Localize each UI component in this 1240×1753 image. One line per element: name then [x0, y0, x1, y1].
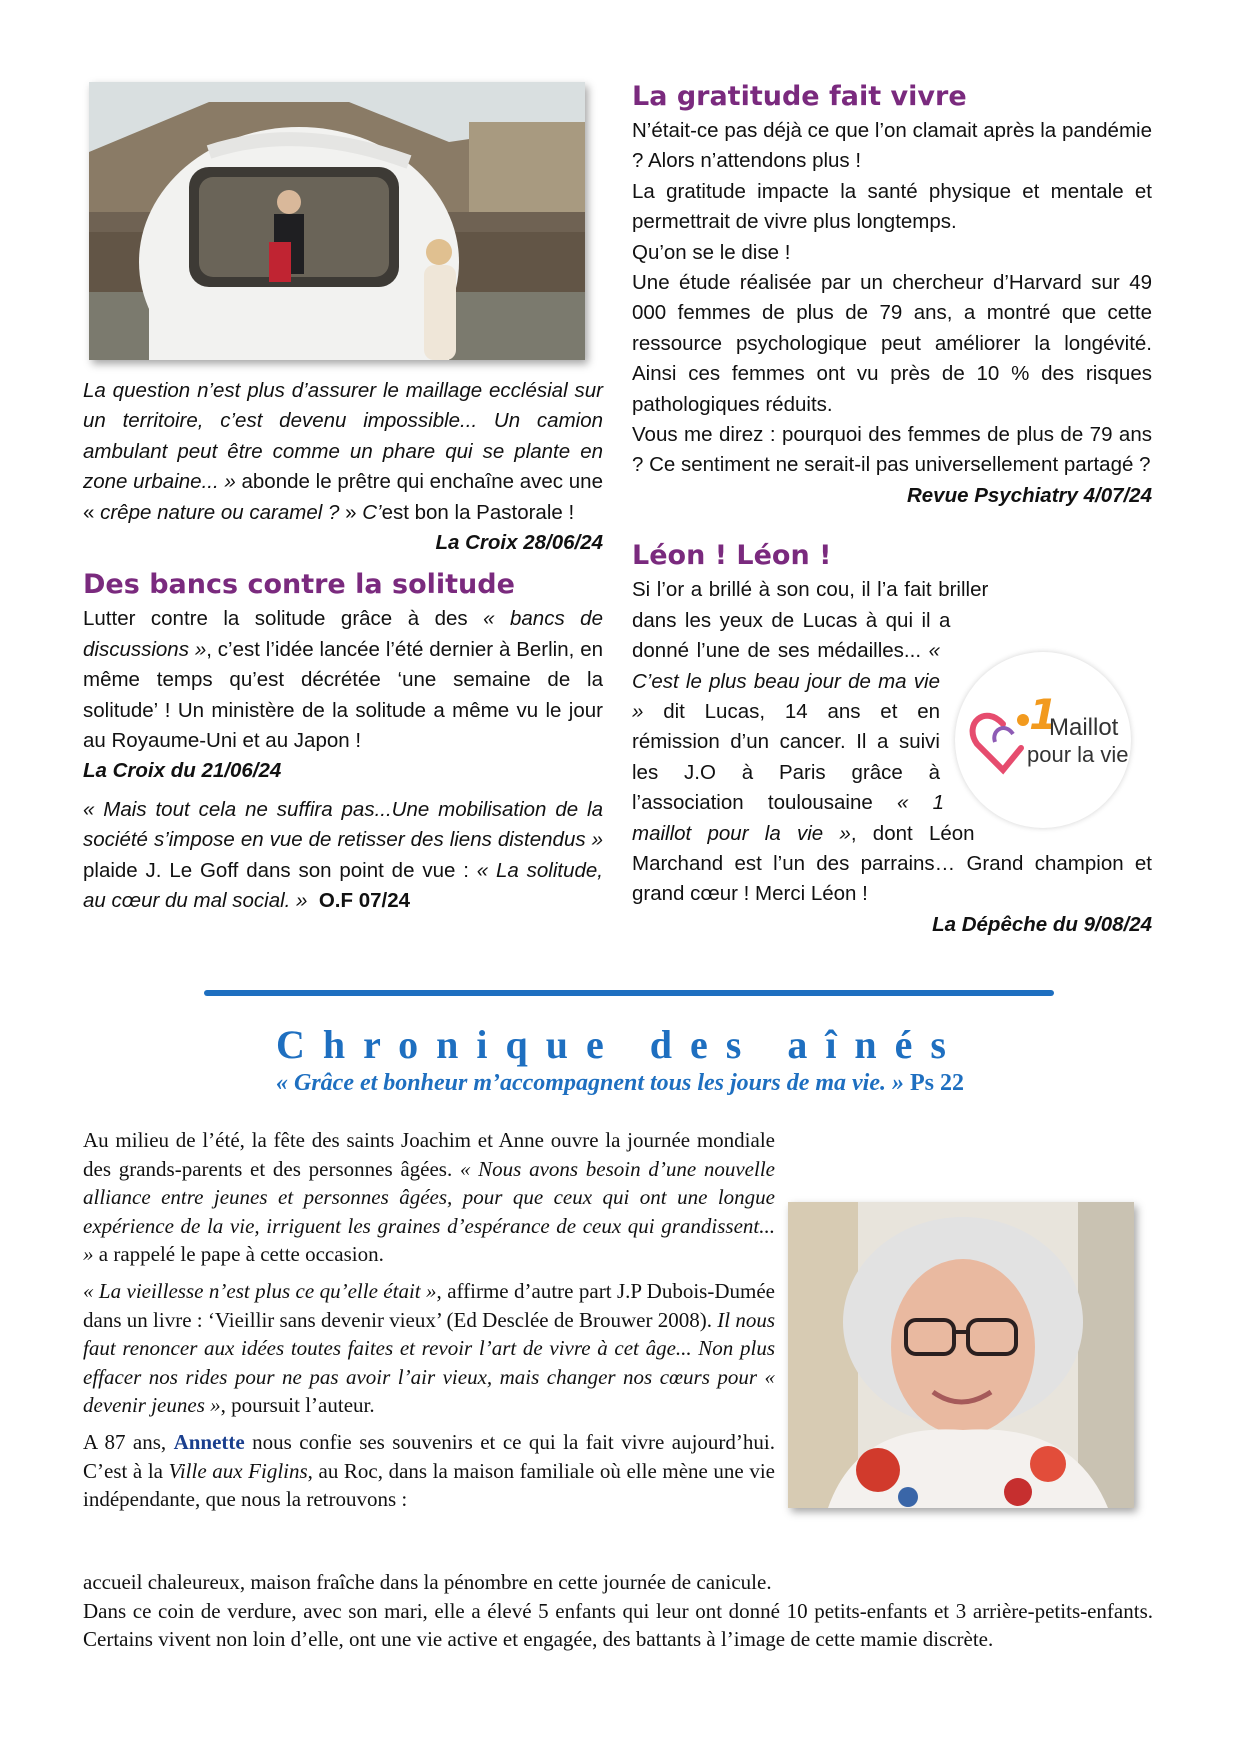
logo-number: 1	[1029, 690, 1059, 739]
chronique-p5: Dans ce coin de verdure, avec son mari, elle a élevé 5 enfants qui leur ont donné 10 petits-enfants et 3 arrière-petits-enfants. Certains vivent non loin d’elle, ont une vie active et engagée, des battants à l’image de cette mamie discrète.	[83, 1598, 1153, 1652]
gratitude-p5: Vous me direz : pourquoi des femmes de plus de 79 ans ? Ce sentiment ne serait-il pas universellement partagé ?	[632, 423, 1152, 477]
name-annette: Annette	[173, 1429, 245, 1454]
paragraph-leon: Si l’or a brillé à son cou, il l’a fait briller dans les yeux de Lucas à qui il a donné l’une de ses médailles... « C’est le plus beau jour de ma vie » dit Lucas, 14 ans et en rémission d’un cancer. Il a suivi les J.O à Paris grâce à l’association toulousaine « 1 maillot pour la vie », dont Léon Marchand est l’un des parrains… Grand champion et grand cœur ! Merci Léon !	[632, 578, 1152, 906]
gratitude-p1: N’était-ce pas déjà ce que l’on clamait après la pandémie ? Alors n’attendons plus !	[632, 119, 1152, 173]
source-depeche: La Dépêche du 9/08/24	[932, 912, 1152, 936]
heading-bancs-solitude: Des bancs contre la solitude	[83, 569, 515, 601]
chronique-p3: A 87 ans, Annette nous confie ses souvenirs et ce qui la fait vivre aujourd’hui. C’est à la Ville aux Figlins, au Roc, dans la maison familiale où elle mène une vie indépendante, que nous la retrouvons :	[83, 1429, 776, 1512]
logo-maillot: Maillot	[1049, 714, 1119, 741]
gratitude-p2: La gratitude impacte la santé physique et mentale et permettrait de vivre plus longtemps.	[632, 179, 1152, 234]
gratitude-p3: Qu’on se le dise !	[632, 240, 791, 264]
heading-gratitude: La gratitude fait vivre	[632, 81, 967, 112]
source-of: O.F 07/24	[318, 889, 411, 913]
paragraph-bancs: Lutter contre la solitude grâce à des « bancs de discussions », c’est l’idée lancée l’été dernier à Berlin, en même temps qu’est décrétée ‘une semaine de la solitude’ ! Un ministère de la solitude a même vu le jour au Royaume-Uni et au Japon !	[83, 607, 603, 753]
section-divider	[204, 990, 1054, 996]
chronique-column-text	[83, 1126, 1153, 1654]
logo-pour-la-vie: pour la vie	[1027, 742, 1129, 767]
source-la-croix-2: La Croix du 21/06/24	[83, 759, 282, 783]
crepe-truck-photo	[89, 82, 585, 360]
chronique-p4: accueil chaleureux, maison fraîche dans la pénombre en cette journée de canicule.	[83, 1570, 772, 1594]
left-column	[83, 376, 603, 917]
source-psychiatry: Revue Psychiatry 4/07/24	[906, 483, 1152, 507]
chronique-p1-wrapped: Au milieu de l’été, la fête des saints Joachim et Anne ouvre la journée mondiale des grands-parents et des personnes âgées. « Nous avons besoin d’une nouvelle alliance entre jeunes et personnes âgées, pour que ceux qui ont une longue expérience de la vie, irriguent les graines d’espérance de ceux qui grandissent... » a rappelé le pape à cette occasion.	[83, 1128, 775, 1267]
chronique-p2: « La vieillesse n’est plus ce qu’elle était », affirme d’autre part J.P Dubois-Dumée dans un livre : ‘Vieillir sans devenir vieux’ (Ed Desclée de Brouwer 2008). Il nous faut renoncer aux idées toutes faites et revoir l’art de vivre à cet âge... Non plus effacer nos rides pour ne pas avoir l’air vieux, mais changer nos cœurs pour « devenir jeunes », poursuit l’auteur.	[83, 1278, 776, 1418]
maillot-pour-la-vie-logo	[955, 652, 1131, 828]
paragraph-le-goff: « Mais tout cela ne suffira pas...Une mobilisation de la société s’impose en vue de retisser des liens distendus » plaide J. Le Goff dans son point de vue : « La solitude, au cœur du mal social. » O.F 07/24	[83, 797, 604, 913]
chronique-subtitle: « Grâce et bonheur m’accompagnent tous les jours de ma vie. » Ps 22	[276, 1070, 964, 1096]
gratitude-p4: Une étude réalisée par un chercheur d’Harvard sur 49 000 femmes de plus de 79 ans, a montré que cette ressource psychologique peut améliorer la longévité. Ainsi ces femmes ont vu près de 10 % des risques pathologiques réduits.	[632, 271, 1152, 416]
quote-crepe-truck: La question n’est plus d’assurer le maillage ecclésial sur un territoire, c’est devenu impossible... Un camion ambulant peut être comme un phare qui se plante en zone urbaine... » abonde le prêtre qui enchaîne avec une « crêpe nature ou caramel ? » C’est bon la Pastorale !	[83, 379, 603, 524]
photo-float-spacer	[775, 1183, 1153, 1568]
chronique-title: Chronique des aînés	[275, 1022, 964, 1067]
heading-leon: Léon ! Léon !	[632, 540, 832, 572]
source-la-croix-1: La Croix 28/06/24	[435, 531, 603, 555]
